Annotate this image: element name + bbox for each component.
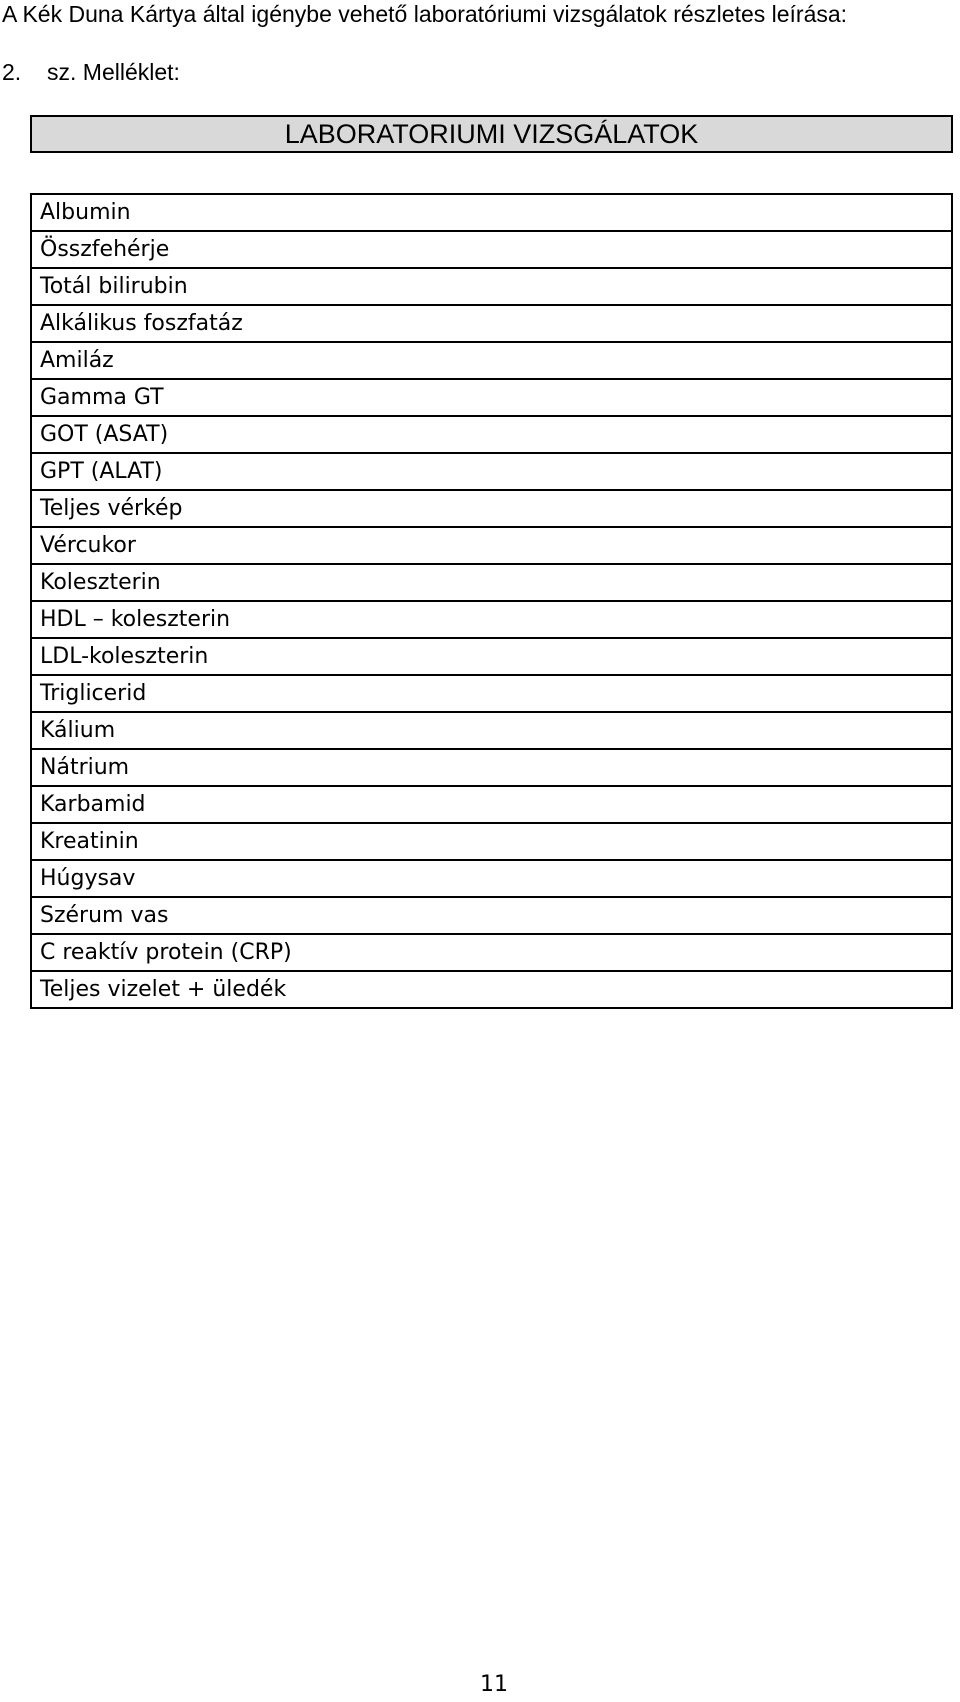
table-row bbox=[31, 823, 952, 860]
table-row bbox=[31, 675, 952, 712]
lab-test-name: Szérum vas bbox=[31, 897, 952, 934]
lab-test-name: Nátrium bbox=[31, 749, 952, 786]
table-row bbox=[31, 712, 952, 749]
table-row bbox=[31, 416, 952, 453]
lab-test-name: HDL – koleszterin bbox=[31, 601, 952, 638]
table-row bbox=[31, 379, 952, 416]
lab-test-name: Kálium bbox=[31, 712, 952, 749]
lab-test-name: GPT (ALAT) bbox=[31, 453, 952, 490]
table-row bbox=[31, 786, 952, 823]
intro-text: A Kék Duna Kártya által igénybe vehető laboratóriumi vizsgálatok részletes leírása: bbox=[2, 1, 848, 27]
table-row bbox=[31, 305, 952, 342]
table-row bbox=[31, 268, 952, 305]
table-row bbox=[31, 897, 952, 934]
table-row bbox=[31, 601, 952, 638]
lab-test-name: Vércukor bbox=[31, 527, 952, 564]
table-row bbox=[31, 490, 952, 527]
lab-test-name: Totál bilirubin bbox=[31, 268, 952, 305]
lab-test-name: Alkálikus foszfatáz bbox=[31, 305, 952, 342]
table-row bbox=[31, 638, 952, 675]
table-row bbox=[31, 527, 952, 564]
annex-number: 2. bbox=[2, 59, 22, 85]
section-title: LABORATORIUMI VIZSGÁLATOK bbox=[30, 115, 953, 153]
table-row bbox=[31, 564, 952, 601]
lab-test-name: Karbamid bbox=[31, 786, 952, 823]
table-row bbox=[31, 231, 952, 268]
lab-test-name: Triglicerid bbox=[31, 675, 952, 712]
lab-test-name: Amiláz bbox=[31, 342, 952, 379]
lab-test-name: Teljes vizelet + üledék bbox=[31, 971, 952, 1008]
lab-test-name: C reaktív protein (CRP) bbox=[31, 934, 952, 971]
annex-label: sz. Melléklet: bbox=[47, 59, 180, 85]
lab-tests-table bbox=[30, 193, 953, 1009]
lab-test-name: LDL-koleszterin bbox=[31, 638, 952, 675]
lab-test-name: Teljes vérkép bbox=[31, 490, 952, 527]
table-row bbox=[31, 194, 952, 231]
lab-test-name: Koleszterin bbox=[31, 564, 952, 601]
lab-test-name: Összfehérje bbox=[31, 231, 952, 268]
lab-test-name: Albumin bbox=[31, 194, 952, 231]
lab-test-name: Gamma GT bbox=[31, 379, 952, 416]
annex-heading bbox=[2, 58, 180, 86]
lab-test-name: GOT (ASAT) bbox=[31, 416, 952, 453]
table-row bbox=[31, 971, 952, 1008]
table-row bbox=[31, 453, 952, 490]
lab-test-name: Húgysav bbox=[31, 860, 952, 897]
table-row bbox=[31, 749, 952, 786]
lab-test-name: Kreatinin bbox=[31, 823, 952, 860]
table-row bbox=[31, 860, 952, 897]
page-number: 11 bbox=[480, 1672, 508, 1697]
lab-tests-body bbox=[31, 194, 952, 1008]
table-row bbox=[31, 934, 952, 971]
table-row bbox=[31, 342, 952, 379]
